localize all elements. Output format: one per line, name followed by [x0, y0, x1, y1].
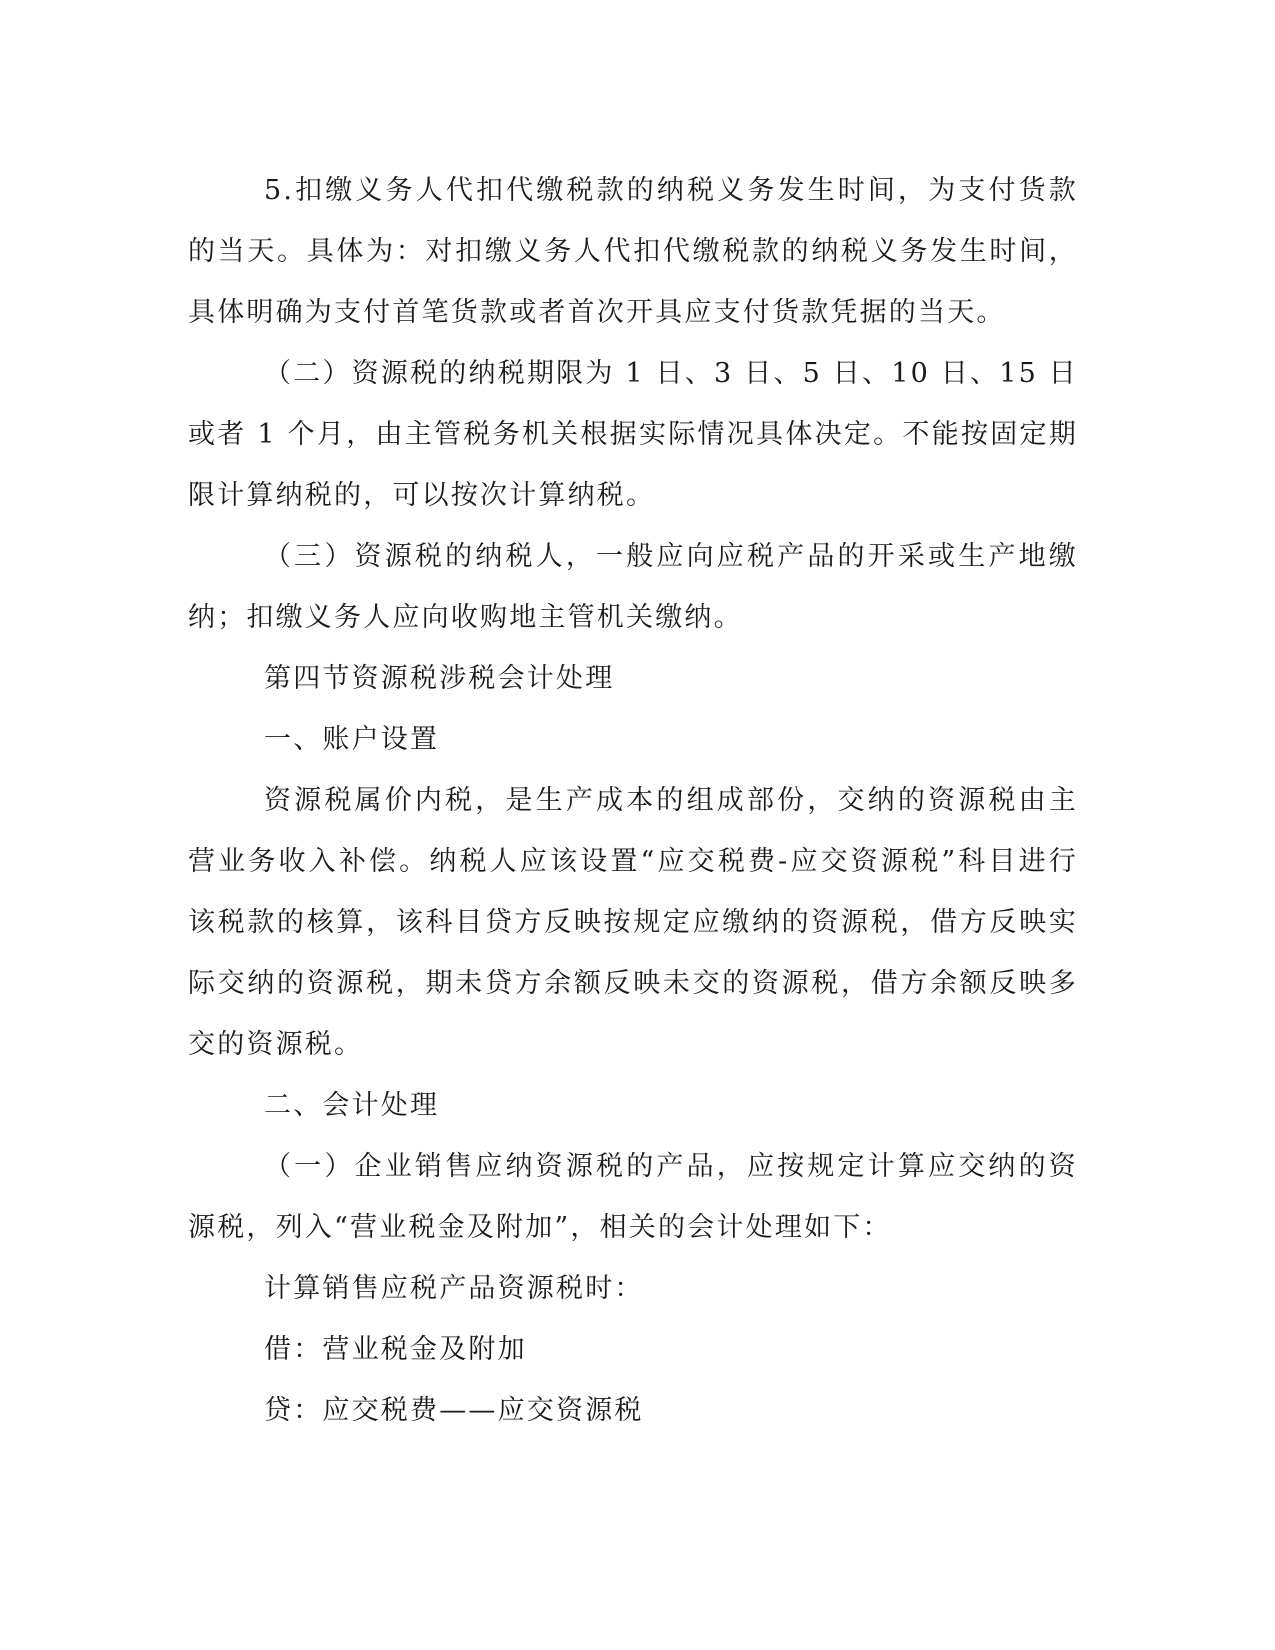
entry-intro: 计算销售应税产品资源税时： [264, 1273, 644, 1304]
debit-entry: 借：营业税金及附加 [264, 1334, 527, 1365]
section-heading: 第四节资源税涉税会计处理 [264, 663, 615, 694]
paragraph-tax-location: （三）资源税的纳税人，一般应向应税产品的开采或生产地缴纳；扣缴义务人应向收购地主管机关缴纳。 [188, 541, 1078, 633]
credit-entry: 贷：应交税费——应交资源税 [264, 1395, 644, 1426]
paragraph-account-setup: 资源税属价内税，是生产成本的组成部份，交纳的资源税由主营业务收入补偿。纳税人应该设置“应交税费-应交资源税”科目进行该税款的核算，该科目贷方反映按规定应缴纳的资源税，借方反映实际交纳的资源税，期未贷方余额反映未交的资源税，借方余额反映多交的资源税。 [188, 785, 1078, 1060]
document-body [188, 160, 1078, 1441]
paragraph-tax-period: （二）资源税的纳税期限为 1 日、3 日、5 日、10 日、15 日或者 1 个月，由主管税务机关根据实际情况具体决定。不能按固定期限计算纳税的，可以按次计算纳税。 [188, 358, 1078, 511]
subsection-heading-accounting: 二、会计处理 [264, 1090, 440, 1121]
subsection-heading-accounts: 一、账户设置 [264, 724, 440, 755]
paragraph-withholding-time: 5.扣缴义务人代扣代缴税款的纳税义务发生时间，为支付货款的当天。具体为：对扣缴义务人代扣代缴税款的纳税义务发生时间，具体明确为支付首笔货款或者首次开具应支付货款凭据的当天。 [188, 175, 1078, 328]
paragraph-sales-accounting: （一）企业销售应纳资源税的产品，应按规定计算应交纳的资源税，列入“营业税金及附加”，相关的会计处理如下： [188, 1151, 1078, 1243]
